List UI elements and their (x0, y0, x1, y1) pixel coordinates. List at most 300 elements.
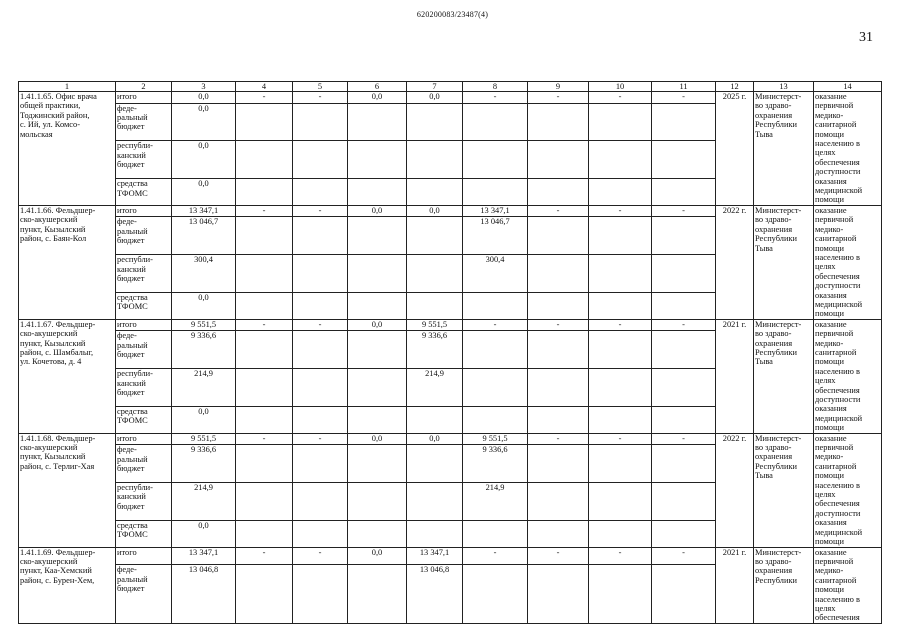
cell-line: Республики (755, 234, 798, 244)
cell-line: бюджет (117, 387, 145, 397)
amount-cell-c8 (463, 565, 528, 623)
amount-cell-c10: - (589, 205, 652, 217)
funding-source (116, 445, 172, 483)
amount-cell-c6: 0,0 (348, 92, 407, 104)
cell-line: ско-акушерский (20, 443, 78, 453)
funding-source (116, 331, 172, 369)
amount-cell-c4: - (236, 319, 293, 331)
funding-source (116, 205, 172, 217)
cell-line: бюджет (117, 350, 145, 360)
cell-line: Тыва (755, 243, 773, 253)
amount-cell-c8 (463, 369, 528, 407)
expected-result (814, 319, 882, 433)
amount-cell-c4 (236, 293, 293, 320)
table-row (19, 433, 882, 445)
column-number: 8 (463, 82, 528, 92)
object-name (19, 92, 116, 206)
cell-line: республи- (117, 369, 153, 379)
cell-line: феде- (117, 331, 137, 341)
cell-line: Республики (755, 120, 798, 130)
amount-cell-c3: 0,0 (172, 179, 236, 206)
amount-cell-c11 (652, 445, 716, 483)
amount-cell-c6 (348, 255, 407, 293)
cell-line: Республики (755, 575, 798, 585)
cell-line: ТФОМС (117, 416, 148, 426)
cell-line: средства (117, 520, 148, 530)
cell-line: итого (117, 319, 137, 329)
amount-cell-c11 (652, 565, 716, 623)
funding-source (116, 547, 172, 565)
amount-cell-c8 (463, 103, 528, 141)
cell-line: ральный (117, 112, 148, 122)
amount-cell-c3: 13 347,1 (172, 547, 236, 565)
responsible-executor (754, 92, 814, 206)
amount-cell-c10 (589, 565, 652, 623)
amount-cell-c5: - (293, 205, 348, 217)
cell-line: во здраво- (755, 215, 792, 225)
amount-cell-c5 (293, 565, 348, 623)
amount-cell-c8 (463, 520, 528, 547)
cell-line: ТФОМС (117, 302, 148, 312)
table-row (19, 205, 882, 217)
amount-cell-c3: 214,9 (172, 482, 236, 520)
amount-cell-c4 (236, 217, 293, 255)
amount-cell-c7 (407, 217, 463, 255)
amount-cell-c11: - (652, 205, 716, 217)
completion-year: 2022 г. (716, 433, 754, 547)
cell-line: 1.41.1.68. Фельдшер- (20, 433, 96, 443)
cell-line: оказание первичной (815, 433, 854, 453)
object-name (19, 319, 116, 433)
cell-line: доступности оказания (815, 395, 861, 414)
column-number: 12 (716, 82, 754, 92)
amount-cell-c6 (348, 217, 407, 255)
amount-cell-c7 (407, 445, 463, 483)
cell-line: ральный (117, 454, 148, 464)
amount-cell-c7: 214,9 (407, 369, 463, 407)
amount-cell-c9 (528, 406, 589, 433)
cell-line: бюджет (117, 122, 145, 132)
cell-line: охранения (755, 110, 793, 120)
cell-line: помощи населению в (815, 471, 860, 490)
cell-line: ральный (117, 574, 148, 584)
amount-cell-c4 (236, 179, 293, 206)
cell-line: ральный (117, 226, 148, 236)
funding-source (116, 217, 172, 255)
expected-result (814, 92, 882, 206)
cell-line: район, с. Бурен-Хем, (20, 575, 95, 585)
amount-cell-c6 (348, 103, 407, 141)
cell-line: ТФОМС (117, 530, 148, 540)
cell-line: помощи населению в (815, 357, 860, 376)
cell-line: мольская (20, 129, 53, 139)
cell-line: феде- (117, 217, 137, 227)
table-row (19, 547, 882, 565)
amount-cell-c4 (236, 445, 293, 483)
amount-cell-c5 (293, 141, 348, 179)
amount-cell-c9 (528, 293, 589, 320)
completion-year: 2025 г. (716, 92, 754, 206)
cell-line: ско-акушерский (20, 329, 78, 339)
amount-cell-c7 (407, 293, 463, 320)
amount-cell-c6 (348, 331, 407, 369)
cell-line: Республики (755, 461, 798, 471)
cell-line: целях обеспечения (815, 376, 860, 395)
completion-year: 2022 г. (716, 205, 754, 319)
column-number: 2 (116, 82, 172, 92)
amount-cell-c11: - (652, 92, 716, 104)
funding-source (116, 406, 172, 433)
funding-source (116, 293, 172, 320)
amount-cell-c4 (236, 331, 293, 369)
amount-cell-c8: 13 046,7 (463, 217, 528, 255)
amount-cell-c7: 0,0 (407, 433, 463, 445)
financing-table (18, 81, 882, 624)
cell-line: целях обеспечения (815, 148, 860, 167)
amount-cell-c3: 13 046,8 (172, 565, 236, 623)
amount-cell-c6: 0,0 (348, 205, 407, 217)
amount-cell-c9: - (528, 319, 589, 331)
amount-cell-c4: - (236, 547, 293, 565)
amount-cell-c9 (528, 331, 589, 369)
amount-cell-c5 (293, 179, 348, 206)
cell-line: целях обеспечения (815, 262, 860, 281)
amount-cell-c5: - (293, 319, 348, 331)
cell-line: бюджет (117, 501, 145, 511)
cell-line: итого (117, 205, 137, 215)
amount-cell-c6 (348, 565, 407, 623)
cell-line: доступности оказания (815, 281, 861, 300)
amount-cell-c7: 9 336,6 (407, 331, 463, 369)
amount-cell-c5 (293, 520, 348, 547)
column-number-row (19, 82, 882, 92)
object-name (19, 205, 116, 319)
cell-line: охранения (755, 224, 793, 234)
amount-cell-c5 (293, 217, 348, 255)
object-name (19, 433, 116, 547)
amount-cell-c11: - (652, 319, 716, 331)
cell-line: пункт, Кызылский (20, 452, 86, 462)
amount-cell-c9: - (528, 547, 589, 565)
amount-cell-c3: 0,0 (172, 141, 236, 179)
amount-cell-c7: 9 551,5 (407, 319, 463, 331)
cell-line: канский (117, 492, 146, 502)
amount-cell-c10: - (589, 547, 652, 565)
page-number: 31 (859, 30, 873, 45)
amount-cell-c5 (293, 445, 348, 483)
amount-cell-c3: 9 336,6 (172, 331, 236, 369)
amount-cell-c8: 9 336,6 (463, 445, 528, 483)
cell-line: канский (117, 378, 146, 388)
cell-line: оказание первичной (815, 547, 854, 566)
cell-line: республи- (117, 482, 153, 492)
amount-cell-c11 (652, 103, 716, 141)
cell-line: охранения (755, 452, 793, 462)
cell-line: медико-санитарной (815, 452, 857, 471)
amount-cell-c5: - (293, 547, 348, 565)
funding-source (116, 433, 172, 445)
amount-cell-c8: 13 347,1 (463, 205, 528, 217)
amount-cell-c10 (589, 103, 652, 141)
amount-cell-c7: 13 347,1 (407, 547, 463, 565)
amount-cell-c6 (348, 445, 407, 483)
cell-line: Тоджинский район, (20, 110, 90, 120)
amount-cell-c4 (236, 520, 293, 547)
cell-line: пункт, Кызылский (20, 224, 86, 234)
amount-cell-c10 (589, 406, 652, 433)
funding-source (116, 141, 172, 179)
cell-line: ТФОМС (117, 188, 148, 198)
table-row (19, 92, 882, 104)
amount-cell-c4 (236, 565, 293, 623)
amount-cell-c5 (293, 369, 348, 407)
cell-line: оказание первичной (815, 319, 854, 339)
responsible-executor (754, 205, 814, 319)
amount-cell-c4 (236, 103, 293, 141)
amount-cell-c8: 214,9 (463, 482, 528, 520)
amount-cell-c6 (348, 369, 407, 407)
cell-line: бюджет (117, 160, 145, 170)
cell-line: феде- (117, 103, 137, 113)
amount-cell-c3: 0,0 (172, 103, 236, 141)
amount-cell-c6 (348, 406, 407, 433)
table-row (19, 319, 882, 331)
column-number: 1 (19, 82, 116, 92)
amount-cell-c5 (293, 482, 348, 520)
cell-line: охранения (755, 338, 793, 348)
column-number: 6 (348, 82, 407, 92)
amount-cell-c9 (528, 217, 589, 255)
cell-line: медицинской помощи (815, 186, 863, 205)
amount-cell-c11 (652, 331, 716, 369)
amount-cell-c6 (348, 141, 407, 179)
funding-source (116, 520, 172, 547)
cell-line: помощи населению в (815, 129, 860, 149)
cell-line: 1.41.1.69. Фельдшер- (20, 547, 96, 557)
cell-line: помощи населению в (815, 243, 860, 262)
cell-line: бюджет (117, 274, 145, 284)
amount-cell-c9: - (528, 92, 589, 104)
amount-cell-c11 (652, 406, 716, 433)
amount-cell-c8: 9 551,5 (463, 433, 528, 445)
amount-cell-c11 (652, 369, 716, 407)
amount-cell-c8: - (463, 319, 528, 331)
amount-cell-c4 (236, 406, 293, 433)
cell-line: итого (117, 547, 137, 557)
amount-cell-c3: 0,0 (172, 293, 236, 320)
responsible-executor (754, 433, 814, 547)
amount-cell-c10 (589, 217, 652, 255)
amount-cell-c10: - (589, 92, 652, 104)
cell-line: ско-акушерский (20, 215, 78, 225)
amount-cell-c11: - (652, 433, 716, 445)
amount-cell-c6: 0,0 (348, 319, 407, 331)
amount-cell-c3: 9 336,6 (172, 445, 236, 483)
cell-line: 1.41.1.65. Офис врача (20, 92, 97, 101)
cell-line: район, с. Терлиг-Хая (20, 461, 95, 471)
amount-cell-c8 (463, 179, 528, 206)
amount-cell-c10 (589, 520, 652, 547)
amount-cell-c9 (528, 255, 589, 293)
cell-line: Тыва (755, 471, 773, 481)
amount-cell-c7 (407, 406, 463, 433)
amount-cell-c10: - (589, 433, 652, 445)
amount-cell-c9 (528, 520, 589, 547)
responsible-executor (754, 547, 814, 623)
column-number: 11 (652, 82, 716, 92)
cell-line: феде- (117, 565, 137, 575)
cell-line: средства (117, 179, 148, 189)
amount-cell-c3: 300,4 (172, 255, 236, 293)
cell-line: во здраво- (755, 556, 792, 566)
cell-line: оказание первичной (815, 205, 854, 225)
column-number: 4 (236, 82, 293, 92)
amount-cell-c7 (407, 179, 463, 206)
cell-line: Министерст- (755, 319, 802, 329)
amount-cell-c10 (589, 369, 652, 407)
cell-line: с. Ий, ул. Комсо- (20, 120, 80, 130)
completion-year: 2021 г. (716, 547, 754, 623)
cell-line: пункт, Каа-Хемский (20, 566, 92, 576)
amount-cell-c10 (589, 331, 652, 369)
amount-cell-c3: 0,0 (172, 92, 236, 104)
cell-line: бюджет (117, 584, 145, 594)
amount-cell-c5: - (293, 433, 348, 445)
cell-line: оказание первичной (815, 92, 854, 111)
amount-cell-c4 (236, 141, 293, 179)
amount-cell-c3: 0,0 (172, 520, 236, 547)
cell-line: целях обеспечения (815, 490, 860, 509)
cell-line: медико-санитарной (815, 224, 857, 244)
cell-line: во здраво- (755, 443, 792, 453)
cell-line: медико-санитарной (815, 566, 857, 585)
cell-line: итого (117, 92, 137, 101)
amount-cell-c9 (528, 445, 589, 483)
cell-line: медицинской помощи (815, 413, 863, 433)
amount-cell-c3: 0,0 (172, 406, 236, 433)
funding-source (116, 565, 172, 623)
column-number: 5 (293, 82, 348, 92)
funding-source (116, 369, 172, 407)
amount-cell-c7: 0,0 (407, 205, 463, 217)
amount-cell-c6: 0,0 (348, 547, 407, 565)
amount-cell-c7 (407, 103, 463, 141)
amount-cell-c5: - (293, 92, 348, 104)
amount-cell-c10: - (589, 319, 652, 331)
amount-cell-c3: 13 046,7 (172, 217, 236, 255)
cell-line: Тыва (755, 357, 773, 367)
column-number: 13 (754, 82, 814, 92)
cell-line: средства (117, 293, 148, 303)
amount-cell-c3: 9 551,5 (172, 319, 236, 331)
cell-line: ул. Кочетова, д. 4 (20, 357, 82, 367)
amount-cell-c5 (293, 406, 348, 433)
cell-line: 1.41.1.66. Фельдшер- (20, 205, 96, 215)
amount-cell-c8 (463, 141, 528, 179)
amount-cell-c7 (407, 482, 463, 520)
column-number: 3 (172, 82, 236, 92)
amount-cell-c7 (407, 255, 463, 293)
cell-line: Республики (755, 347, 798, 357)
amount-cell-c7: 13 046,8 (407, 565, 463, 623)
cell-line: медицинской помощи (815, 299, 863, 319)
cell-line: 1.41.1.67. Фельдшер- (20, 319, 96, 329)
amount-cell-c9: - (528, 205, 589, 217)
amount-cell-c3: 9 551,5 (172, 433, 236, 445)
amount-cell-c4: - (236, 205, 293, 217)
cell-line: бюджет (117, 236, 145, 246)
amount-cell-c7 (407, 141, 463, 179)
amount-cell-c9 (528, 103, 589, 141)
amount-cell-c11 (652, 520, 716, 547)
amount-cell-c11 (652, 293, 716, 320)
amount-cell-c6: 0,0 (348, 433, 407, 445)
amount-cell-c6 (348, 482, 407, 520)
amount-cell-c11 (652, 482, 716, 520)
cell-line: ско-акушерский (20, 556, 78, 566)
amount-cell-c10 (589, 255, 652, 293)
amount-cell-c10 (589, 482, 652, 520)
amount-cell-c11: - (652, 547, 716, 565)
document-id: 620200083/23487(4) (416, 10, 489, 19)
amount-cell-c3: 214,9 (172, 369, 236, 407)
cell-line: район, с. Баян-Кол (20, 234, 87, 244)
cell-line: республи- (117, 141, 153, 151)
amount-cell-c4 (236, 255, 293, 293)
funding-source (116, 319, 172, 331)
amount-cell-c5 (293, 331, 348, 369)
amount-cell-c6 (348, 293, 407, 320)
cell-line: целях обеспечения (815, 603, 860, 623)
amount-cell-c5 (293, 103, 348, 141)
cell-line: итого (117, 433, 137, 443)
amount-cell-c9 (528, 369, 589, 407)
expected-result (814, 433, 882, 547)
column-number: 7 (407, 82, 463, 92)
cell-line: канский (117, 150, 146, 160)
cell-line: общей практики, (20, 101, 81, 111)
object-name (19, 547, 116, 623)
expected-result (814, 547, 882, 623)
amount-cell-c10 (589, 141, 652, 179)
amount-cell-c7 (407, 520, 463, 547)
amount-cell-c8: - (463, 92, 528, 104)
amount-cell-c8 (463, 406, 528, 433)
amount-cell-c11 (652, 255, 716, 293)
column-number: 9 (528, 82, 589, 92)
cell-line: медицинской помощи (815, 527, 863, 547)
amount-cell-c9 (528, 141, 589, 179)
cell-line: Министерст- (755, 205, 802, 215)
amount-cell-c8 (463, 293, 528, 320)
cell-line: средства (117, 406, 148, 416)
cell-line: помощи населению в (815, 585, 860, 604)
amount-cell-c8 (463, 331, 528, 369)
amount-cell-c9: - (528, 433, 589, 445)
cell-line: район, с. Шамбалыг, (20, 347, 94, 357)
amount-cell-c9 (528, 179, 589, 206)
column-number: 14 (814, 82, 882, 92)
cell-line: феде- (117, 445, 137, 455)
column-number: 10 (589, 82, 652, 92)
cell-line: медико-санитарной (815, 110, 857, 130)
amount-cell-c6 (348, 520, 407, 547)
amount-cell-c10 (589, 293, 652, 320)
completion-year: 2021 г. (716, 319, 754, 433)
amount-cell-c3: 13 347,1 (172, 205, 236, 217)
cell-line: пункт, Кызылский (20, 338, 86, 348)
cell-line: Тыва (755, 129, 773, 139)
